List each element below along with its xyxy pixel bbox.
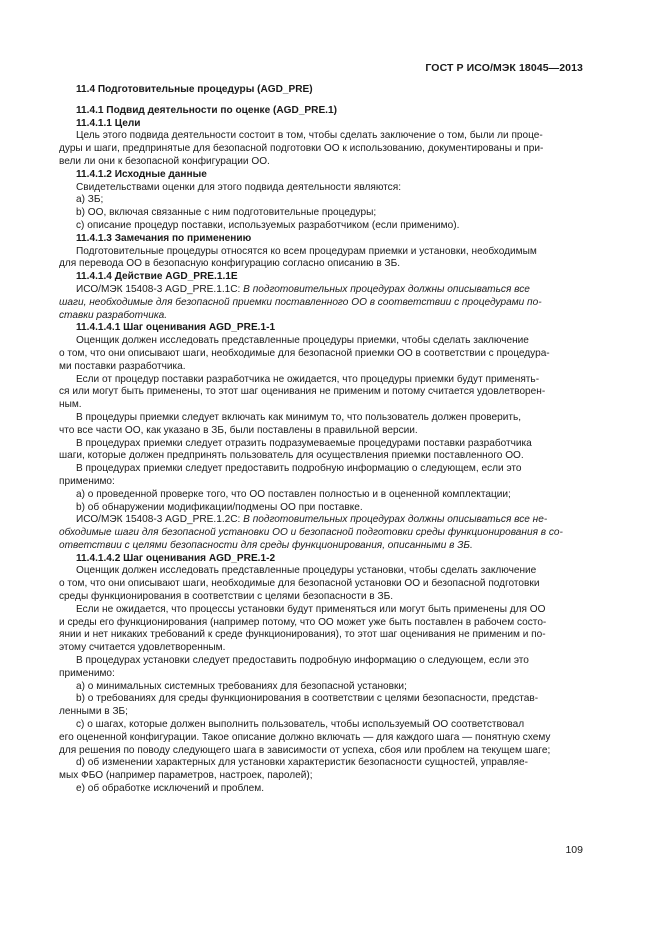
text-line: Если не ожидается, что процессы установки будут применяться или могут быть применены для ОО (76, 603, 546, 615)
text-line: b) о требованиях для среды функционирования в соответствии с целями безопасности, представ- (76, 693, 539, 705)
text-line: для решения по поводу следующего шага в зависимости от успеха, сбоя или проблем на текущем шаге; (59, 744, 551, 756)
text-line: обходимые шаги для безопасной установки ОО и безопасной подготовки среды функционирования в со- (59, 527, 563, 539)
text-line: Подготовительные процедуры относятся ко всем процедурам приемки и установки, необходимым (76, 245, 537, 257)
text-line: ленными в ЗБ; (59, 706, 128, 718)
section-heading: 11.4.1.4 Действие AGD_PRE.1.1E (76, 271, 238, 283)
text-line: этому считается удовлетворенным. (59, 642, 226, 654)
text-line: c) о шагах, которые должен выполнить пользователь, чтобы используемый ОО соответствовал (76, 719, 525, 731)
text-line: о том, что они описывают шаги, необходимые для безопасной установки ОО и безопасной подготовки (59, 578, 540, 590)
text-line: Оценщик должен исследовать представленные процедуры приемки, чтобы сделать заключение (76, 335, 529, 347)
text-line: Свидетельствами оценки для этого подвида деятельности являются: (76, 181, 402, 193)
standard-header: ГОСТ Р ИСО/МЭК 18045—2013 (425, 62, 583, 74)
page-number: 109 (565, 844, 583, 856)
text-line: для перевода ОО в безопасную конфигурацию согласно описанию в ЗБ. (59, 258, 401, 270)
text-line: мых ФБО (например параметров, настроек, паролей); (59, 770, 313, 782)
section-heading: 11.4 Подготовительные процедуры (AGD_PRE) (76, 84, 313, 95)
text-line: Оценщик должен исследовать представленные процедуры установки, чтобы сделать заключение (76, 565, 537, 577)
section-heading: 11.4.1.2 Исходные данные (76, 168, 207, 180)
text-line: a) о минимальных системных требованиях для безопасной установки; (76, 680, 407, 692)
text-line: среды функционирования в соответствии с целями безопасности в ЗБ. (59, 591, 393, 603)
text-line: о том, что они описывают шаги, необходимые для безопасной приемки ОО в соответствии с процедура- (59, 347, 550, 359)
text-line: применимо: (59, 667, 115, 679)
text-line: ставки разработчика. (59, 309, 168, 321)
text-line: b) об обнаружении модификации/подмены ОО при поставке. (76, 501, 363, 513)
section-heading: 11.4.1 Подвид деятельности по оценке (AGD_PRE.1) (76, 104, 337, 116)
text-line: ИСО/МЭК 15408-3 AGD_PRE.1.1С: В подготовительных процедурах должны описываться все (76, 283, 530, 295)
text-line: янии и нет никаких требований к среде функционирования), то этот шаг оценивания не применим и по- (59, 629, 546, 641)
text-line: ми поставки разработчика. (59, 360, 186, 372)
section-heading: 11.4.1.4.2 Шаг оценивания AGD_PRE.1-2 (76, 552, 276, 564)
text-line: d) об изменении характерных для установки характеристик безопасности сущностей, управляе- (76, 757, 528, 769)
text-line: ся или могут быть применены, то этот шаг оценивания не применим и потому считается удовлетворен- (59, 386, 546, 398)
text-line: и среды его функционирования (например потому, что ОО может уже быть поставлен в рабочем состо- (59, 616, 547, 628)
text-line: В процедурах приемки следует предоставить подробную информацию о следующем, если это (76, 463, 522, 475)
text-line: что все части ОО, как указано в ЗБ, были поставлены в правильной версии. (59, 424, 418, 436)
text-line: Цель этого подвида деятельности состоит в том, чтобы сделать заключение о том, были ли проце- (76, 130, 543, 142)
section-heading: 11.4.1.4.1 Шаг оценивания AGD_PRE.1-1 (76, 322, 276, 334)
text-line: В процедурах установки следует предоставить подробную информацию о следующем, если это (76, 655, 529, 667)
text-line: ответствии с целями безопасности для среды функционирования, описанными в ЗБ. (59, 539, 473, 551)
spacer (59, 97, 583, 105)
text-line: a) ЗБ; (76, 194, 104, 206)
text-line: дуры и шаги, предпринятые для безопасной подготовки ОО к использованию, документированы и при- (59, 143, 544, 155)
section-heading: 11.4.1.3 Замечания по применению (76, 232, 252, 244)
text-line: шаги, необходимые для безопасной приемки поставленного ОО в соответствии с процедурами по- (59, 296, 542, 308)
text-line: c) описание процедур поставки, используемых разработчиком (если применимо). (76, 219, 460, 231)
text-line: a) о проведенной проверке того, что ОО поставлен полностью и в оцененной комплектации; (76, 488, 511, 500)
text-line: b) ОО, включая связанные с ним подготовительные процедуры; (76, 207, 377, 219)
text-line: вели ли они к безопасной конфигурации ОО. (59, 155, 270, 167)
text-line: его оцененной конфигурации. Такое описание должно включать — для каждого шага — понятную схему (59, 731, 551, 743)
text-line: В процедурах приемки следует отразить подразумеваемые процедурами поставки разработчика (76, 437, 532, 449)
text-line: e) об обработке исключений и проблем. (76, 783, 265, 795)
text-line: применимо: (59, 475, 115, 487)
text-line: Если от процедур поставки разработчика не ожидается, что процедуры приемки будут применять- (76, 373, 540, 385)
text-line: шаги, которые должен предпринять пользователь для осуществления приемки поставленного ОО. (59, 450, 524, 462)
document-body (59, 84, 583, 796)
text-line: ным. (59, 399, 82, 411)
section-heading: 11.4.1.1 Цели (76, 117, 141, 129)
text-line: ИСО/МЭК 15408-3 AGD_PRE.1.2С: В подготовительных процедурах должны описываться все не- (76, 514, 548, 526)
text-line: В процедуры приемки следует включать как минимум то, что пользователь должен проверить, (76, 411, 522, 423)
